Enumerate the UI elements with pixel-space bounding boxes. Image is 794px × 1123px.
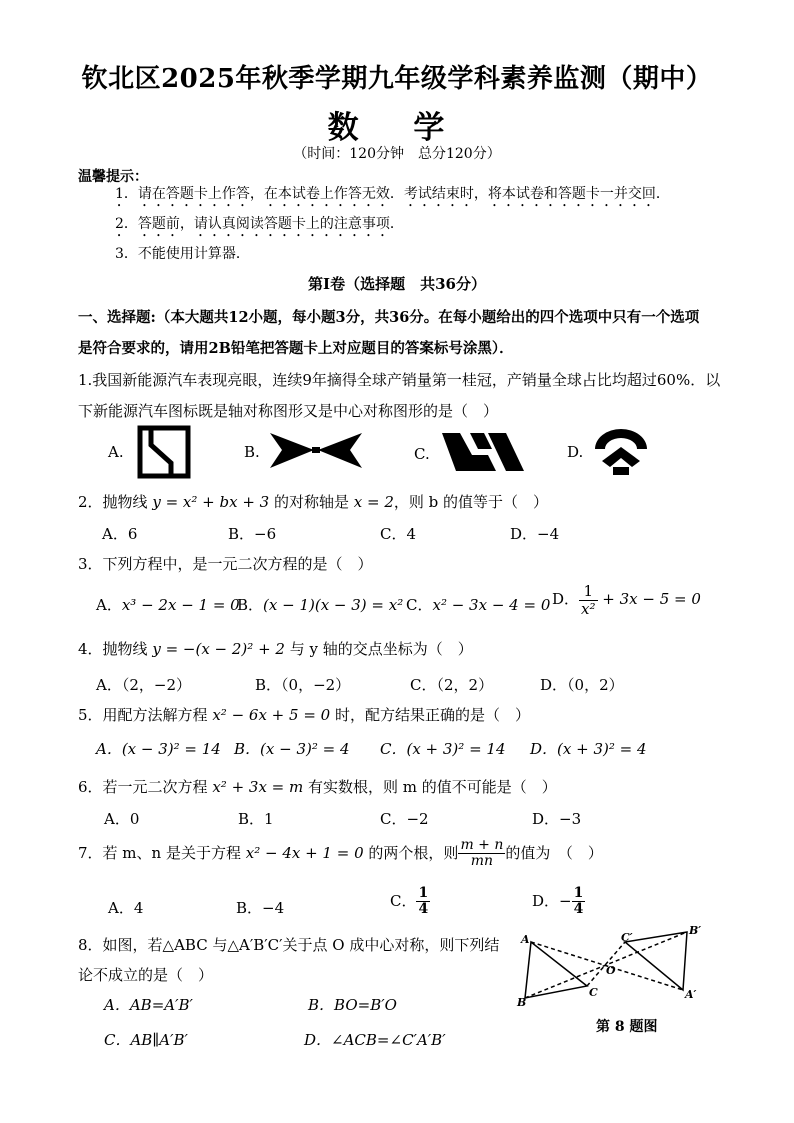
q1-logo-d-icon [592,427,650,479]
q8-option-a: A．AB=A′B′ [104,996,193,1014]
q6-suffix: 有实数根，则 m 的值不可能是（ ） [308,778,557,796]
q3-opt-a-eq: x³ − 2x − 1 = 0 [121,596,240,614]
q7-suffix: 的值为 （ ） [505,843,603,862]
q7-stem [78,838,603,870]
q6-option-a: A．0 [104,810,140,828]
fig-label-a-prime: A′ [685,988,697,1001]
q1-logo-a-icon [137,425,191,479]
q2-mid: 的对称轴是 [273,493,349,511]
q7-label-d: D．− [532,891,572,910]
section1-line2: 是符合要求的，请用2B铅笔把答题卡上对应题目的答案标号涂黑）． [78,340,514,357]
tip-1: 1．请在答题卡上作答，在本试卷上作答无效．考试结束时，将本试卷和答题卡一并交回． [115,186,670,202]
q5-prefix: 5．用配方法解方程 [78,706,208,724]
q7-frac-den: mn [470,853,494,870]
q3-label-c: C． [406,596,433,614]
fig-label-o: O [606,964,616,977]
q8-line1: 8．如图，若△ABC 与△A′B′C′关于点 O 成中心对称，则下列结 [78,936,500,954]
q8-line2: 论不成立的是（ ） [78,966,214,984]
q4-option-c: C．（2，2） [410,676,494,694]
q8-figure [515,924,715,1010]
q7-fraction [458,838,505,870]
q5-stem [78,704,530,725]
q7-label-c: C． [390,891,417,910]
q5-equation: x² − 6x + 5 = 0 [212,706,331,724]
q3-option-a [96,594,240,615]
q3-stem: 3．下列方程中，是一元二次方程的是（ ） [78,555,373,573]
q1-logo-b-icon [268,431,364,471]
q4-equation: y = −(x − 2)² + 2 [152,640,285,658]
section1-line1: 一、选择题:（本大题共12小题，每小题3分，共36分。在每小题给出的四个选项中只有一个选项 [78,309,700,326]
q4-option-b: B．（0，−2） [255,676,351,694]
time-info: （时间：120分钟 总分120分） [293,146,501,162]
q3-option-b [237,594,403,615]
q3-opt-d-num: 1 [579,583,597,601]
q3-option-c [406,594,550,615]
q8-figure-caption: 第 8 题图 [596,1019,658,1035]
q5-option-d: D．(x + 3)² = 4 [530,740,647,758]
q8-option-c: C．AB∥A′B′ [104,1031,188,1049]
tips-heading: 温馨提示： [78,169,148,185]
q1-logo-c-icon [440,431,526,473]
q7-opt-c-frac [416,886,430,918]
q1-line1: 1.我国新能源汽车表现亮眼，连续9年摘得全球产销量第一桂冠，产销量全球占比均超过60%．以 [78,371,721,389]
q2-option-b: B．−6 [228,525,277,543]
q7-opt-d-den: 4 [573,901,584,918]
q1-option-b-label: B. [244,443,260,461]
q2-suffix: ，则 b 的值等于（ ） [393,493,549,511]
q7-equation: x² − 4x + 1 = 0 [245,843,364,862]
q4-stem [78,638,473,659]
q3-opt-d-den: x² [581,599,596,618]
fig-label-c-prime: C′ [621,931,633,944]
q1-option-d-label: D. [567,443,584,461]
q3-opt-d-rest: + 3x − 5 = 0 [602,590,701,608]
q6-stem [78,776,557,797]
q7-prefix: 7．若 m、n 是关于方程 [78,843,241,862]
fig-label-c: C [589,986,598,999]
q2-axis: x = 2 [353,493,394,511]
q3-opt-c-eq: x² − 3x − 4 = 0 [432,596,551,614]
q7-frac-num: m + n [460,837,504,853]
q4-suffix: 与 y 轴的交点坐标为（ ） [289,640,473,658]
q5-suffix: 时，配方结果正确的是（ ） [335,706,531,724]
q7-opt-c-num: 1 [418,885,429,901]
part1-title: 第Ⅰ卷（选择题 共36分） [308,275,486,293]
q2-option-a: A．6 [102,525,138,543]
q2-prefix: 2．抛物线 [78,493,148,511]
q3-label-d: D． [552,590,580,608]
q1-option-c-label: C. [414,445,430,463]
q3-label-b: B． [237,596,264,614]
q6-option-c: C．−2 [380,810,429,828]
q2-option-c: C．4 [380,525,417,543]
q1-option-a-label: A. [108,443,124,461]
q7-option-b: B．−4 [236,899,285,917]
fig-label-a: A [521,933,530,946]
q3-opt-d-frac [579,583,597,617]
q7-mid: 的两个根，则 [368,843,459,862]
q6-prefix: 6．若一元二次方程 [78,778,208,796]
q7-opt-d-frac [572,886,586,918]
q5-option-b: B．(x − 3)² = 4 [234,740,350,758]
q6-option-b: B．1 [238,810,274,828]
q4-option-d: D．（0，2） [540,676,624,694]
q4-prefix: 4．抛物线 [78,640,148,658]
q7-opt-d-num: 1 [573,885,584,901]
q7-option-d [532,886,585,918]
q6-option-d: D．−3 [532,810,582,828]
q8-option-d: D．∠ACB=∠C′A′B′ [304,1031,446,1049]
q6-equation: x² + 3x = m [212,778,304,796]
q7-option-c [390,886,430,918]
exam-title: 钦北区2025年秋季学期九年级学科素养监测（期中） [81,64,713,94]
q3-opt-b-eq: (x − 1)(x − 3) = x² [263,596,404,614]
q2-option-d: D．−4 [510,525,560,543]
q5-option-a: A．(x − 3)² = 14 [96,740,221,758]
q4-option-a: A．（2，−2） [96,676,191,694]
tip-2: 2．答题前，请认真阅读答题卡上的注意事项． [115,216,404,232]
q2-stem [78,491,548,512]
fig-label-b: B [517,996,527,1009]
q3-option-d [552,583,701,617]
q7-opt-c-den: 4 [418,901,429,918]
q1-line2: 下新能源汽车图标既是轴对称图形又是中心对称图形的是（ ） [78,402,499,420]
tip-3: 3．不能使用计算器． [115,246,250,262]
subject-title: 数 学 [327,110,467,146]
q7-option-a: A．4 [108,899,144,917]
q8-option-b: B．BO=B′O [308,996,397,1014]
q5-option-c: C．(x + 3)² = 14 [380,740,506,758]
q2-equation: y = x² + bx + 3 [152,493,270,511]
fig-label-b-prime: B′ [689,924,702,937]
q3-label-a: A． [96,596,122,614]
